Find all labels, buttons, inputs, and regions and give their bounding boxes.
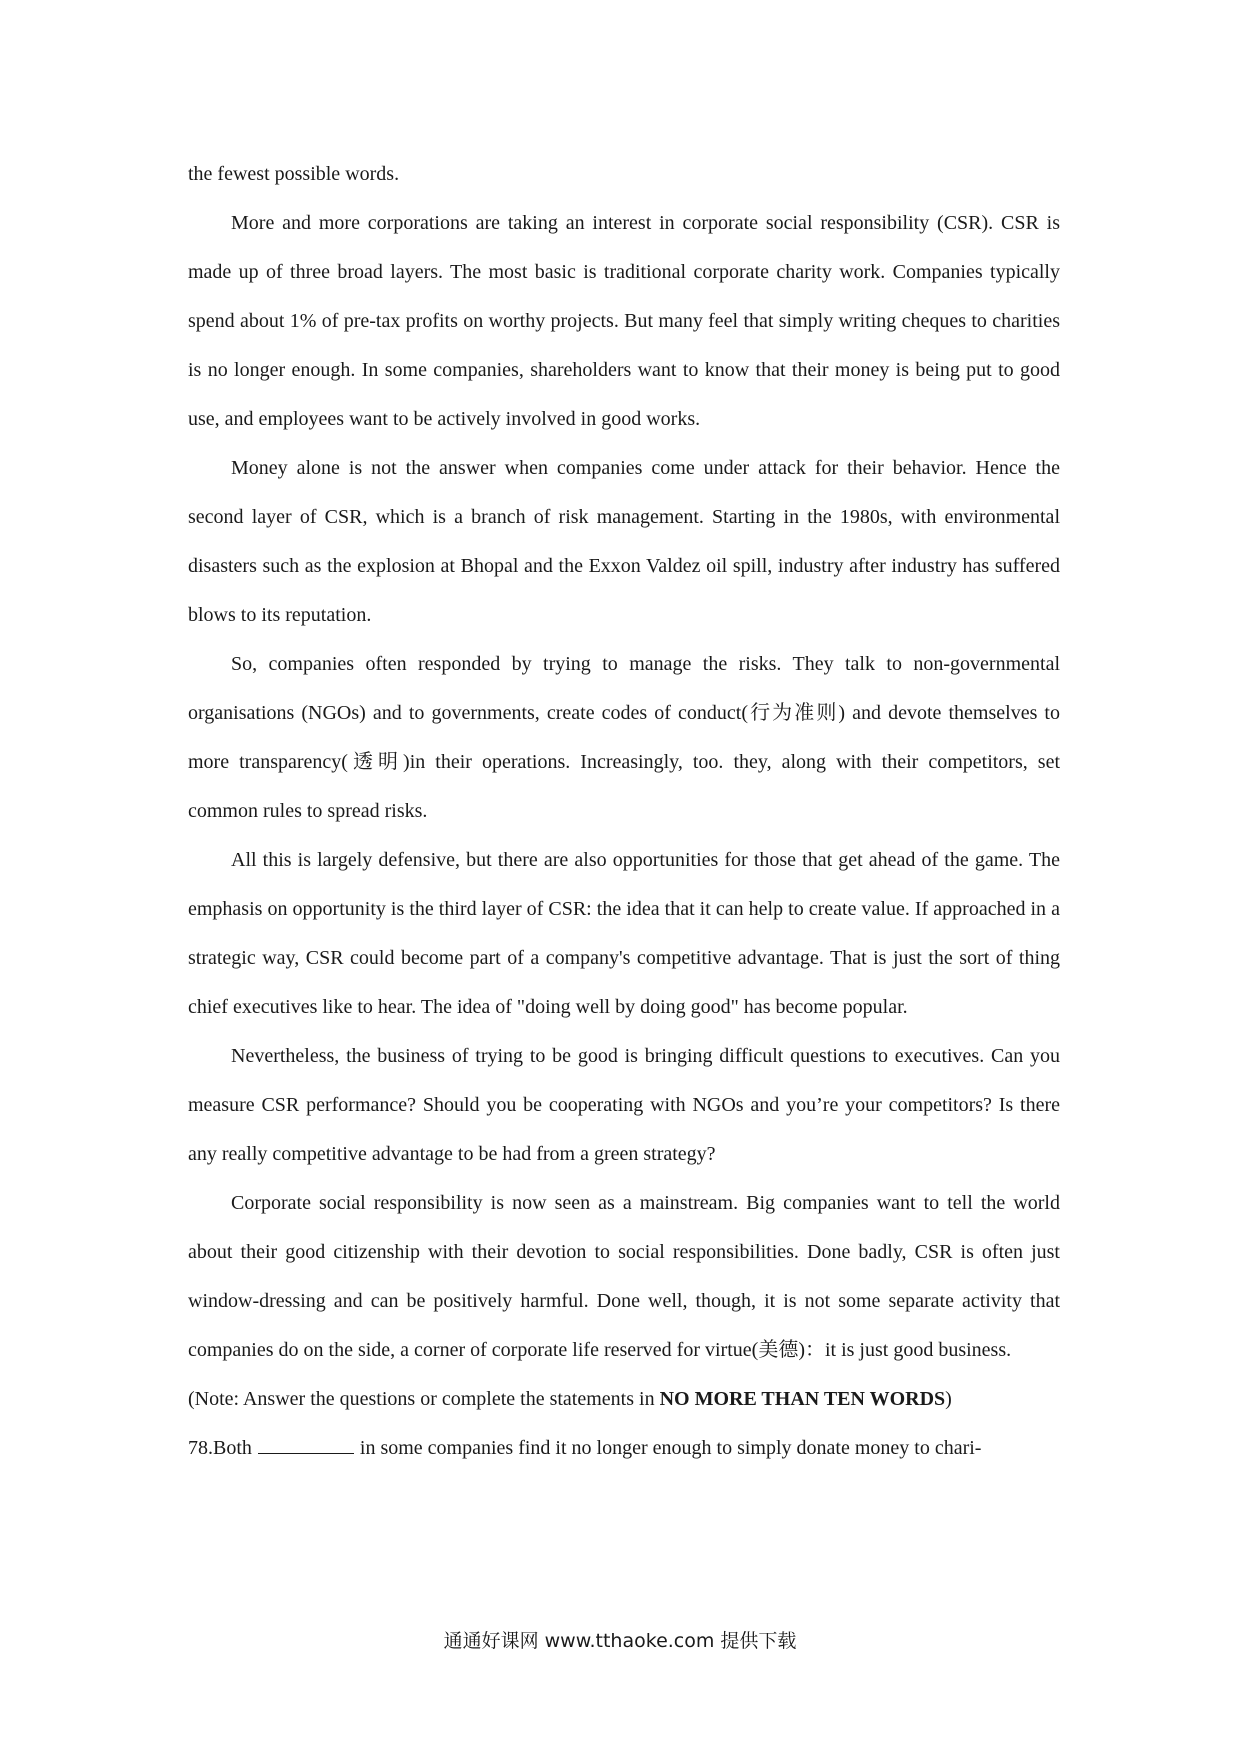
question-number: 78.Both: [188, 1437, 252, 1459]
answer-note: [188, 1375, 1060, 1424]
answer-blank[interactable]: [258, 1437, 354, 1454]
paragraph-1: More and more corporations are taking an interest in corporate social responsibility (CSR). CSR is made up of three broad layers. The most basic is traditional corporate charity work. Companies typically spend about 1% of pre-tax profits on worthy projects. But many feel that simply writing cheques to charities is no longer enough. In some companies, shareholders want to know that their money is being put to good use, and employees want to be actively involved in good works.: [188, 212, 1060, 430]
question-text: in some companies find it no longer enough to simply donate money to chari-: [359, 1437, 982, 1459]
paragraph-4: All this is largely defensive, but there are also opportunities for those that get ahead of the game. The emphasis on opportunity is the third layer of CSR: the idea that it can help to create value. If approached in a strategic way, CSR could become part of a company's competitive advantage. That is just the sort of thing chief executives like to hear. The idea of "doing well by doing good" has become popular.: [188, 849, 1060, 1018]
note-emphasis: NO MORE THAN TEN WORDS: [659, 1388, 946, 1410]
paragraph-3: So, companies often responded by trying to manage the risks. They talk to non-governmental organisations (NGOs) and to governments, create codes of conduct(行为准则) and devote themselves to more transparency(透明)in their operations. Increasingly, too. they, along with their competitors, set common rules to spread risks.: [188, 653, 1060, 822]
paragraph-6: Corporate social responsibility is now seen as a mainstream. Big companies want to tell the world about their good citizenship with their devotion to social responsibilities. Done badly, CSR is often just window-dressing and can be positively harmful. Done well, though, it is not some separate activity that companies do on the side, a corner of corporate life reserved for virtue(美德)：it is just good business.: [188, 1192, 1060, 1361]
question-78: [188, 1424, 1060, 1473]
page-footer: 通通好课网 www.tthaoke.com 提供下载: [443, 1630, 797, 1652]
paragraph-5: Nevertheless, the business of trying to be good is bringing difficult questions to executives. Can you measure CSR performance? Should you be cooperating with NGOs and you’re your competitors? Is there any really competitive advantage to be had from a green strategy?: [188, 1045, 1060, 1165]
intro-line: the fewest possible words.: [188, 163, 400, 185]
note-prefix: (Note: Answer the questions or complete the statements in: [188, 1388, 660, 1410]
paragraph-2: Money alone is not the answer when companies come under attack for their behavior. Hence the second layer of CSR, which is a branch of risk management. Starting in the 1980s, with environmental disasters such as the explosion at Bhopal and the Exxon Valdez oil spill, industry after industry has suffered blows to its reputation.: [188, 457, 1060, 626]
note-suffix: ): [945, 1388, 952, 1410]
passage-body: [188, 150, 1060, 1473]
